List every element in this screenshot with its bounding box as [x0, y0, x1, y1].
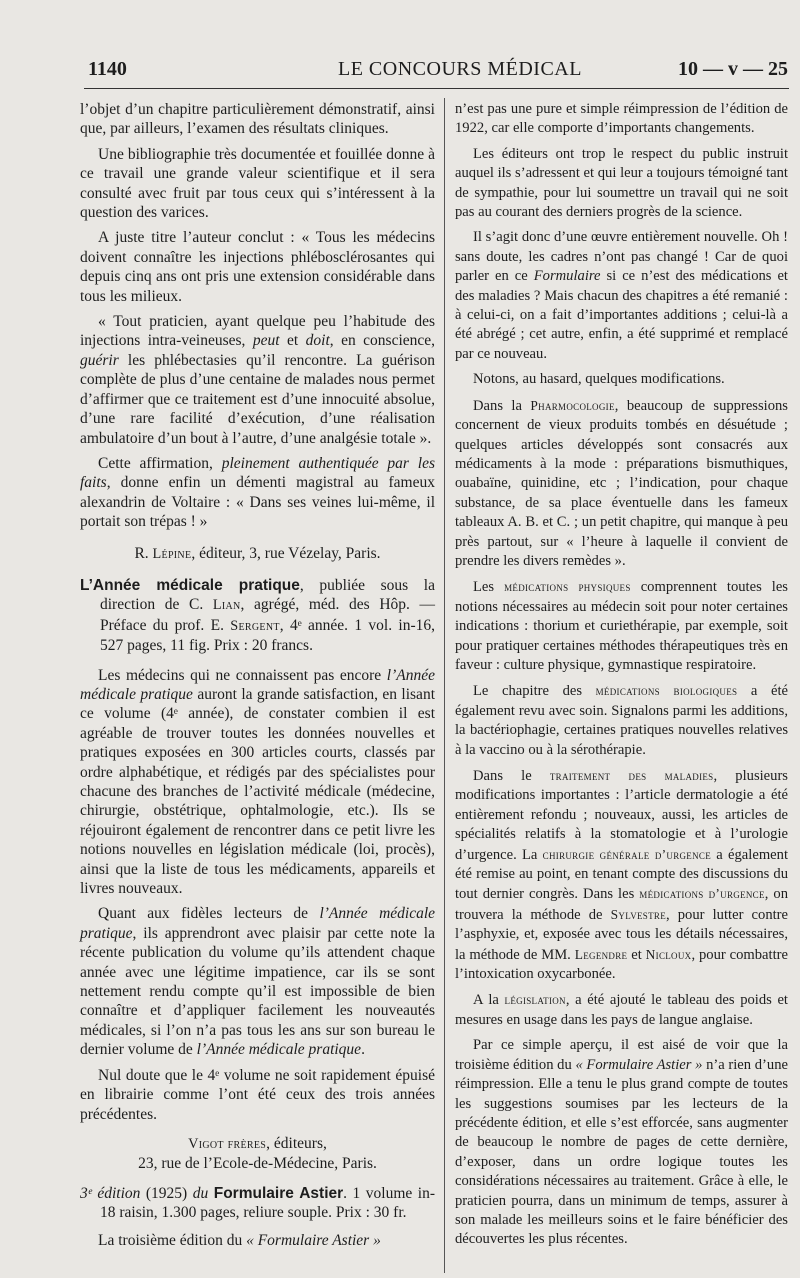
- publisher-line: Vigot frères, éditeurs,: [188, 1134, 327, 1152]
- left-column: [80, 100, 435, 1256]
- paragraph: Une bibliographie très documentée et fouillée donne à ce travail une grande valeur scientifique et il sera consulté avec fruit par tous ceux qui s’intéressent à la question des varices.: [80, 145, 435, 222]
- paragraph: « Tout praticien, ayant quelque peu l’habitude des injections intra-veineuses, peut et doit, en conscience, guérir les phlébectasies qu’il rencontre. La guérison complète de plus d’une centaine de malades nous permet d’affirmer que ce traitement est d’une innocuité absolue, d’une rare facilité d’exécution, d’une réalisation ambulatoire d’un bout à l’autre, d’une analgésie totale ».: [80, 313, 436, 447]
- publisher-line: R. Lépine, éditeur, 3, rue Vézelay, Paris.: [134, 544, 381, 562]
- paragraph: Par ce simple aperçu, il est aisé de voir que la troisième édition du « Formulaire Astier » n’a rien d’une réimpression. Elle a tenu le plus grand compte de toutes les suggestions soumises par les lecteurs de la précédente édition, et elle s’est efforcée, sans augmenter de beaucoup le nombre de pages de cette dernière, d’exposer, dans un ordre logique toutes les considérations nécessaires au traitement. Grâce à elle, le praticien pourra, dans un minimum de temps, assurer à son malade les meilleurs soins et le faire bénéficier des découvertes les plus récentes.: [455, 1037, 788, 1248]
- column-divider: [444, 98, 445, 1273]
- paragraph: Quant aux fidèles lecteurs de l’Année médicale pratique, ils apprendront avec plaisir par cette note la récente publication du volume qu’ils attendent chaque année avec une légitime impatience, car ils se sont nettement rendu compte qu’il est impossible de bien connaître et d’appliquer facilement les nouveautés médicales, si l’on n’a pas tous les ans sur son bureau le dernier volume de l’Année médicale pratique.: [80, 905, 436, 1059]
- paragraph: A juste titre l’auteur conclut : « Tous les médecins doivent connaître les injections phlébosclérosantes qui depuis cinq ans ont pris une extension considérable dans tous les milieux.: [80, 229, 435, 305]
- paragraph: Dans la Pharmocologie, beaucoup de suppressions concernent de vieux produits tombés en désuétude ; quelques articles développés sont consacrés aux médicaments à la mode : préparations bismuthiques, ouabaïne, quinidine, etc ; l’indication, pour chaque substance, de sa place éventuelle dans les fameux tableaux A. B. et C. ; un petit chapitre, qui manque à peu près partout, sur « l’heure à laquelle il convient de prendre les divers remèdes ».: [455, 397, 788, 569]
- paragraph: l’objet d’un chapitre particulièrement démonstratif, ainsi que, par ailleurs, l’examen des résultats cliniques.: [80, 101, 435, 138]
- paragraph: Les éditeurs ont trop le respect du public instruit auquel ils s’adressent et qui leur a toujours témoigné tant de sympathie, pour lui soumettre un travail qui ne soit pas au courant des derniers progrès de la science.: [455, 145, 788, 221]
- paragraph: Les médecins qui ne connaissent pas encore l’Année médicale pratique auront la grande satisfaction, en lisant ce volume (4ᵉ année), de constater combien il est agréable de trouver toutes les données nouvelles et pratiques exposées en 300 articles courts, classés par ordre alphabétique, et rédigés par des spécialistes pour chacune des branches de l’activité médicale (médecine, chirurgie, obstétrique, ophtalmologie, etc.). Ils se réjouiront également de rencontrer dans ce petit livre les notions nouvelles en législation médicale (loi, procès), ainsi que la liste de tous les médicaments, appareils et livres nouveaux.: [80, 666, 435, 898]
- publisher-address: 23, rue de l’Ecole-de-Médecine, Paris.: [138, 1155, 377, 1173]
- paragraph: Notons, au hasard, quelques modifications.: [473, 371, 725, 388]
- paragraph: Dans le traitement des maladies, plusieurs modifications importantes : l’article dermatologie a été entièrement refondu ; nouveaux, aussi, les articles de spécialités relatifs à la stomatologie et à l’urologie d’urgence. La chirurgie générale d’urgence a également été remise au point, en tenant compte des discussions du tout dernier congrès. Dans les médications d’urgence, on trouvera la méthode de Sylvestre, pour lutter contre l’asphyxie, et, exposée avec tous les détails nécessaires, la méthode de MM. Legendre et Nicloux, pour combattre l’intoxication oxycarbonée.: [455, 768, 789, 983]
- paragraph: Il s’agit donc d’une œuvre entièrement nouvelle. Oh ! sans doute, les cadres n’ont pas changé ! Car de quoi parler en ce Formulaire si ce n’est des médications et des maladies ? Mais chacun des chapitres a été remanié : à celui-ci, on a fait d’importantes additions ; celui-là a été abrégé ; cet autre, enfin, a été supprimé et remplacé par ce nouveau.: [455, 229, 788, 362]
- paragraph: n’est pas une pure et simple réimpression de l’édition de 1922, car elle comporte d’importants changements.: [455, 101, 788, 137]
- paragraph: La troisième édition du « Formulaire Astier »: [98, 1231, 381, 1249]
- paragraph: Les médications physiques comprennent toutes les notions nécessaires au médecin soit pour noter certaines indications : thorium et curiethérapie, par exemple, soit pour pratiquer certaines méthodes thérapeutiques très en faveur : culture physique, gymnastique respiratoire.: [455, 579, 788, 673]
- issue-date: 10 — v — 25: [678, 58, 788, 80]
- book-citation: 3ᵉ édition (1925) du Formulaire Astier. 1 volume in-18 raisin, 1.300 pages, reliure souple. Prix : 30 fr.: [80, 1184, 436, 1222]
- header-rule: [84, 88, 789, 89]
- page-number: 1140: [88, 58, 127, 80]
- paragraph: Le chapitre des médications biologiques a été également revu avec soin. Signalons parmi les additions, la bactériophagie, certaines pratiques nouvelles relatives à la vaccino ou à la sérothérapie.: [455, 683, 788, 758]
- running-header: [88, 58, 788, 88]
- right-column: [455, 100, 788, 1256]
- paragraph: Nul doute que le 4ᵉ volume ne soit rapidement épuisé en librairie comme l’ont été ceux des trois années précédentes.: [80, 1066, 435, 1123]
- journal-title: LE CONCOURS MÉDICAL: [338, 58, 582, 80]
- paragraph: Cette affirmation, pleinement authentiquée par les faits, donne enfin un démenti magistral au fameux alexandrin de Voltaire : « Dans ses veines lui-même, il portait son trépas ! »: [80, 454, 436, 531]
- paragraph: A la législation, a été ajouté le tableau des poids et mesures en usage dans les pays de langue anglaise.: [455, 992, 788, 1028]
- book-citation: L’Année médicale pratique, publiée sous la direction de C. Lian, agrégé, méd. des Hôp. — Préface du prof. E. Sergent, 4ᵉ année. 1 vol. in-16, 527 pages, 11 fig. Prix : 20 francs.: [80, 576, 436, 655]
